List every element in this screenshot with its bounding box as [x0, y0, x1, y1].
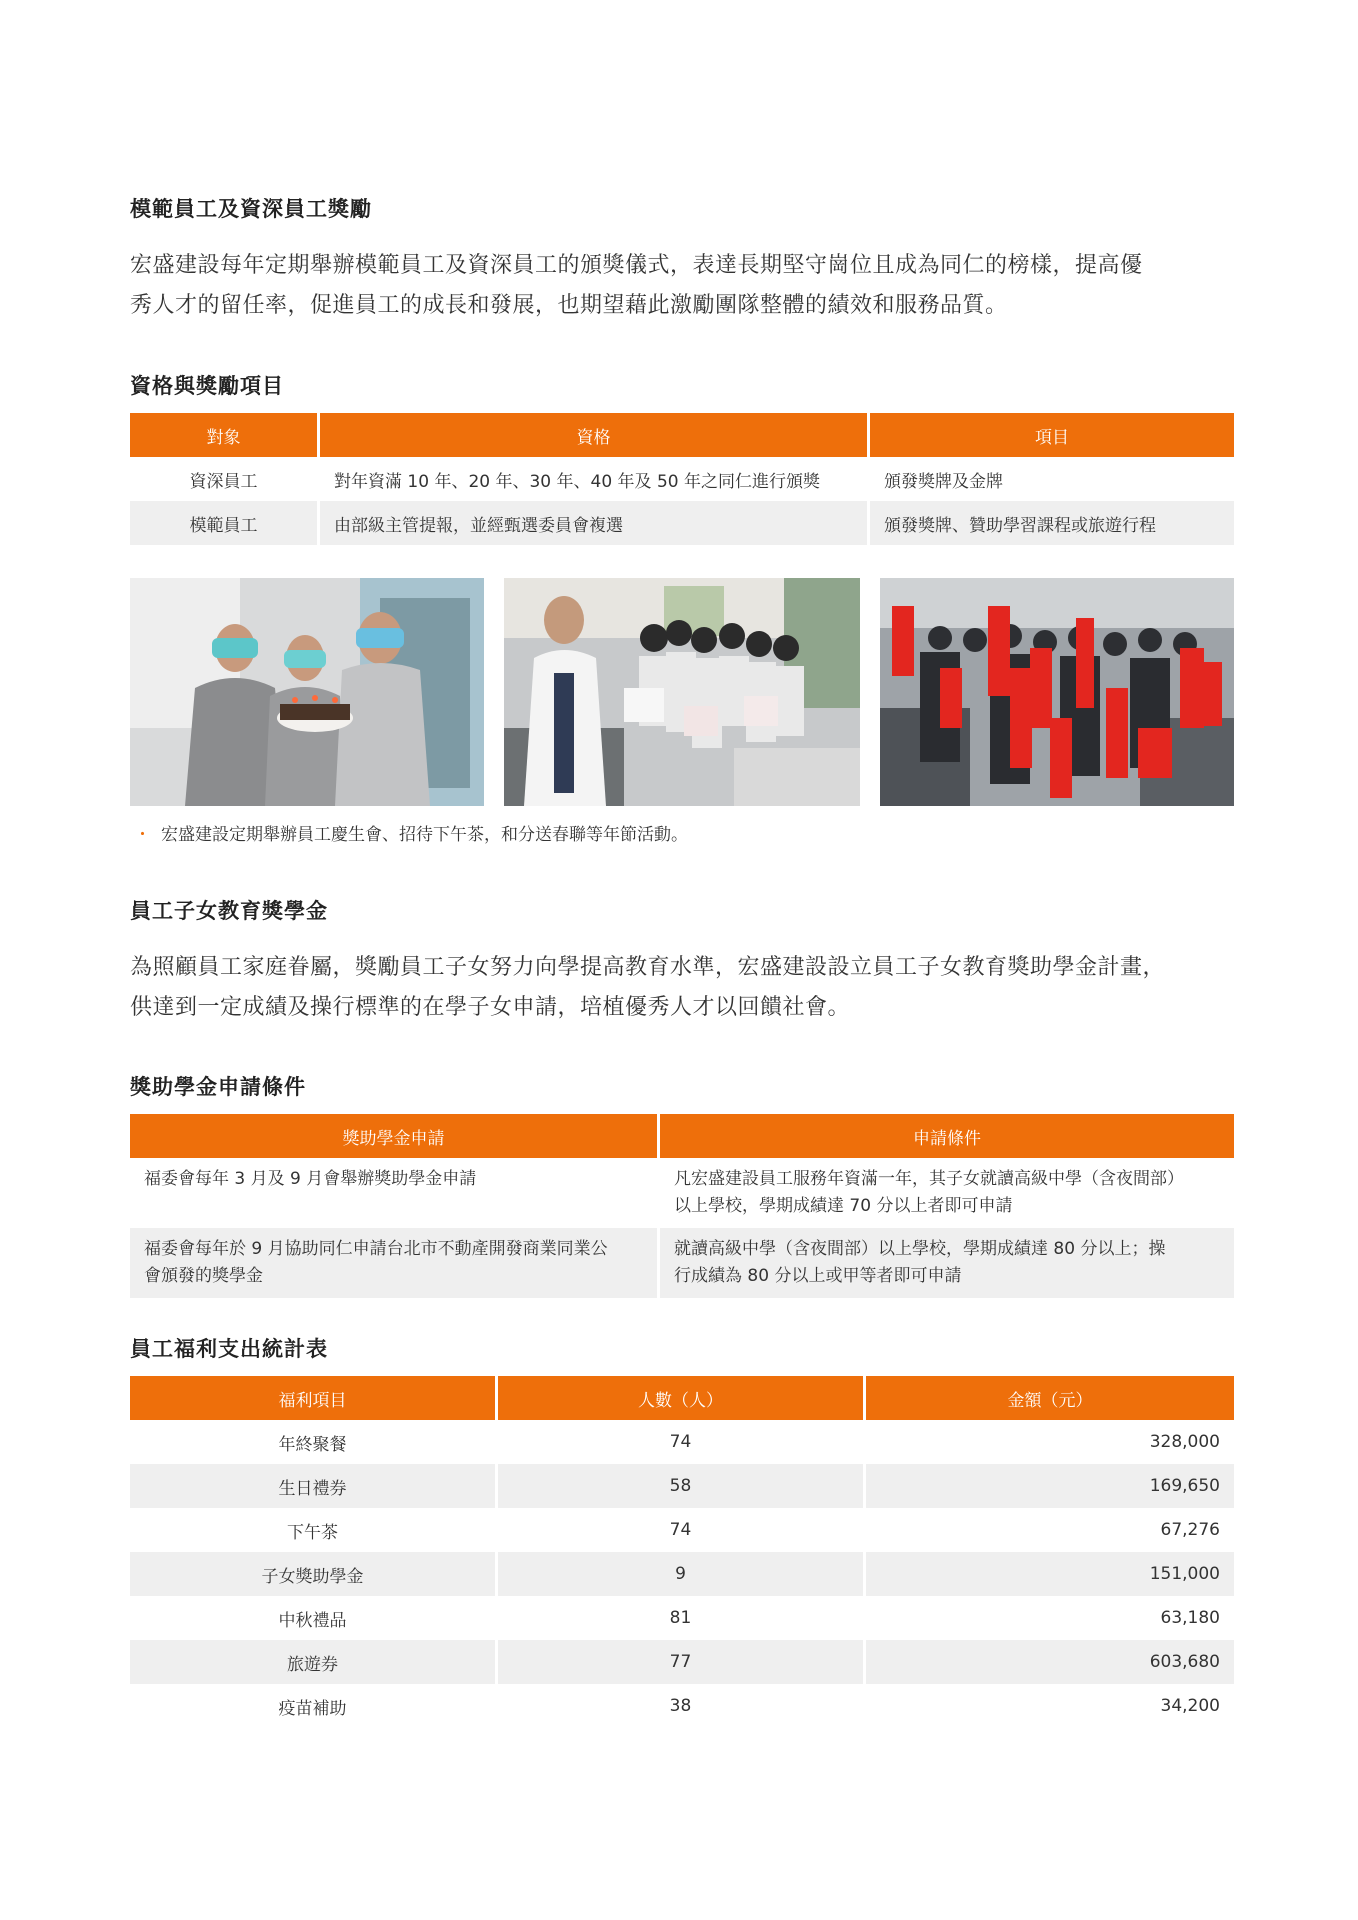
- model-employee-paragraph: [130, 246, 1234, 326]
- photo-caption: [134, 820, 688, 845]
- table-cell: 生日禮券: [130, 1464, 498, 1508]
- table-row: [130, 1158, 1234, 1228]
- spring-couplets-photo: [880, 578, 1234, 806]
- table-row: [130, 1596, 1234, 1640]
- table-cell: 38: [498, 1684, 866, 1728]
- table-cell: 74: [498, 1508, 866, 1552]
- table-cell: 63,180: [1160, 1608, 1220, 1628]
- column-header: 資格: [320, 413, 870, 457]
- caption-bullet: ・: [134, 825, 151, 845]
- table-cell: 對年資滿 10 年、20 年、30 年、40 年及 50 年之同仁進行頒獎: [320, 457, 870, 501]
- table-cell: [130, 1228, 660, 1298]
- column-header: 項目: [870, 413, 1234, 457]
- table1-title: 資格與獎勵項目: [130, 374, 284, 398]
- table-row: [130, 1420, 1234, 1464]
- table-row: [130, 1640, 1234, 1684]
- table-cell: 中秋禮品: [130, 1596, 498, 1640]
- column-header: 金額（元）: [866, 1376, 1234, 1420]
- section-title-scholarship: 員工子女教育獎學金: [130, 899, 328, 923]
- column-header: 人數（人）: [498, 1376, 866, 1420]
- paragraph-line: 秀人才的留任率，促進員工的成長和發展，也期望藉此激勵團隊整體的績效和服務品質。: [130, 293, 1008, 318]
- column-header: 對象: [130, 413, 320, 457]
- table-cell: 年終聚餐: [130, 1420, 498, 1464]
- table-cell: 169,650: [866, 1464, 1234, 1508]
- table-cell: 子女獎助學金: [130, 1552, 498, 1596]
- table-row: [130, 457, 1234, 501]
- table2-title: 獎助學金申請條件: [130, 1075, 306, 1099]
- table-row: [130, 1508, 1234, 1552]
- table-cell: 9: [498, 1552, 866, 1596]
- paragraph-line: 供達到一定成績及操行標準的在學子女申請，培植優秀人才以回饋社會。: [130, 995, 851, 1020]
- table-row: [130, 1228, 1234, 1298]
- table-cell: 旅遊券: [130, 1640, 498, 1684]
- cell-line: 福委會每年 3 月及 9 月會舉辦獎助學金申請: [144, 1169, 477, 1189]
- column-header: 申請條件: [660, 1114, 1234, 1158]
- table-cell: 58: [498, 1464, 866, 1508]
- paragraph-line: 為照顧員工家庭眷屬，獎勵員工子女努力向學提高教育水準，宏盛建設設立員工子女教育獎助學金計畫，: [130, 955, 1166, 980]
- table-cell: 資深員工: [130, 457, 320, 501]
- table-cell: 疫苗補助: [130, 1684, 498, 1728]
- table-cell: 603,680: [866, 1640, 1234, 1684]
- cell-line: 以上學校，學期成績達 70 分以上者即可申請: [674, 1196, 1013, 1216]
- scholarship-paragraph: [130, 948, 1234, 1028]
- cell-line: 就讀高級中學（含夜間部）以上學校，學期成績達 80 分以上；操: [674, 1239, 1166, 1259]
- table-row: [130, 501, 1234, 545]
- table-cell: 模範員工: [130, 501, 320, 545]
- table-cell: [660, 1228, 1234, 1298]
- table-cell: 34,200: [1160, 1696, 1220, 1716]
- column-header: 福利項目: [130, 1376, 498, 1420]
- table-cell: 74: [498, 1420, 866, 1464]
- table-row: [130, 1552, 1234, 1596]
- table-cell: 328,000: [1149, 1432, 1220, 1452]
- cell-line: 行成績為 80 分以上或甲等者即可申請: [674, 1266, 962, 1286]
- table-cell: 151,000: [866, 1552, 1234, 1596]
- table-cell: 頒發獎牌、贊助學習課程或旅遊行程: [870, 501, 1234, 545]
- table-cell: 下午茶: [130, 1508, 498, 1552]
- cell-line: 福委會每年於 9 月協助同仁申請台北市不動產開發商業同業公: [144, 1239, 608, 1259]
- paragraph-line: 宏盛建設每年定期舉辦模範員工及資深員工的頒獎儀式，表達長期堅守崗位且成為同仁的榜樣，提高優: [130, 253, 1143, 278]
- table-cell: 67,276: [1160, 1520, 1220, 1540]
- scholarship-conditions-table: [130, 1114, 1234, 1298]
- table-cell: 77: [498, 1640, 866, 1684]
- table-row: [130, 1464, 1234, 1508]
- table-cell: 頒發獎牌及金牌: [884, 471, 1003, 492]
- birthday-party-photo: [130, 578, 484, 806]
- table-row: [130, 1684, 1234, 1728]
- caption-text: 宏盛建設定期舉辦員工慶生會、招待下午茶，和分送春聯等年節活動。: [161, 825, 688, 845]
- cell-line: 會頒發的獎學金: [144, 1266, 263, 1286]
- table-cell: 81: [498, 1596, 866, 1640]
- table-cell: 由部級主管提報，並經甄選委員會複選: [320, 501, 870, 545]
- section-title-model-employee: 模範員工及資深員工獎勵: [130, 197, 372, 221]
- column-header: 獎助學金申請: [130, 1114, 660, 1158]
- welfare-expense-table: [130, 1376, 1234, 1728]
- qualification-reward-table: [130, 413, 1234, 545]
- table-cell: [660, 1158, 1234, 1228]
- cell-line: 凡宏盛建設員工服務年資滿一年，其子女就讀高級中學（含夜間部）: [674, 1169, 1184, 1189]
- table-cell: [130, 1158, 660, 1228]
- afternoon-tea-photo: [504, 578, 860, 806]
- table3-title: 員工福利支出統計表: [130, 1337, 328, 1361]
